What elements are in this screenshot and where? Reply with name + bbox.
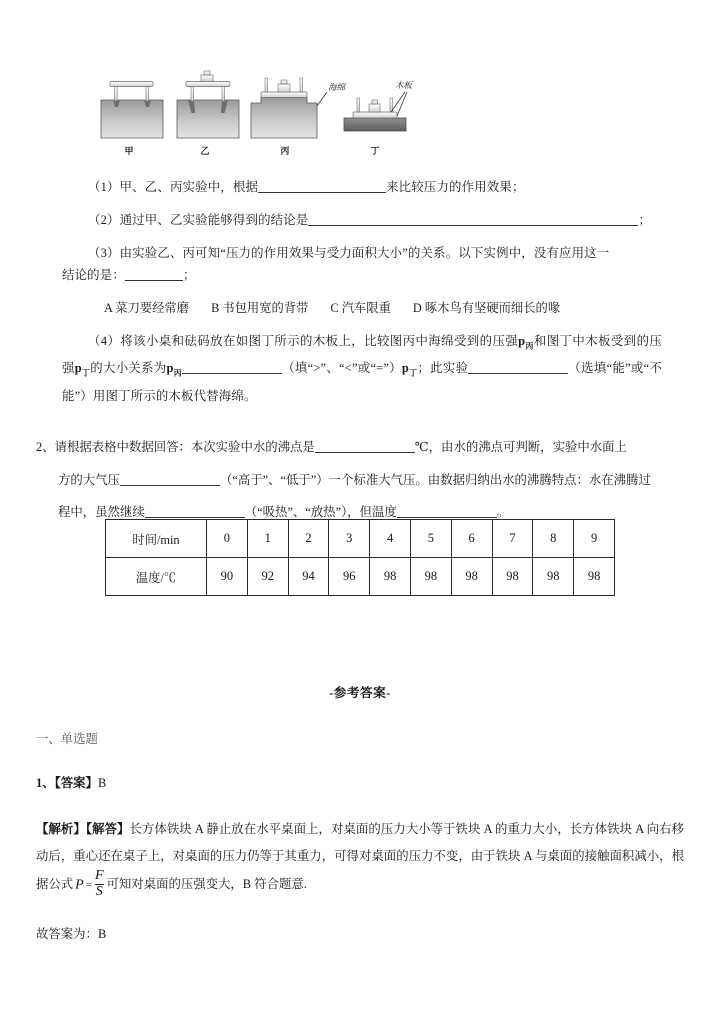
part1-suffix: 来比较压力的作用效果；	[386, 180, 525, 194]
q2-line3-a: 程中，虽然继续	[58, 505, 145, 519]
answers-section	[36, 682, 684, 942]
q2-line1-a: 2、请根据表格中数据回答：本次实验中水的沸点是	[36, 440, 315, 454]
cell-time-6: 6	[451, 520, 492, 558]
cell-temp-8: 98	[533, 558, 574, 596]
row-header-temperature: 温度/℃	[106, 558, 207, 596]
figure-label-jia: 甲	[124, 146, 134, 156]
part4-seg1: （4）将该小桌和砝码放在如图丁所示的木板上，比较图丙中海绵受到的压强	[88, 334, 519, 348]
question1-part4	[62, 330, 662, 407]
formula-operator: =	[85, 879, 92, 892]
formula-numerator: F	[94, 868, 104, 883]
question1-part2	[62, 209, 662, 231]
cell-time-5: 5	[410, 520, 451, 558]
q2-line3-b: （“吸热”、“放热”），但温度	[244, 505, 397, 519]
part4-seg6: ；此实验	[417, 361, 469, 376]
question1-body	[62, 176, 662, 418]
row-header-time: 时间/min	[106, 520, 207, 558]
question1-part1	[62, 176, 662, 198]
table-row-time	[106, 520, 615, 558]
q2-line2-b: （“高于”、“低于”）一个标准大气压。由数据归纳出水的沸腾特点：水在沸腾过	[219, 472, 651, 487]
question1-options	[62, 297, 662, 319]
figure-label-ding: 丁	[370, 146, 380, 156]
figure-svg	[95, 62, 415, 167]
answer-final-line: 故答案为：B	[36, 927, 107, 942]
cell-temp-7: 98	[492, 558, 533, 596]
option-d[interactable]: D 啄木鸟有坚硬而细长的喙	[412, 301, 561, 315]
part1-blank[interactable]	[258, 192, 386, 193]
q2-blank-heat[interactable]	[145, 517, 245, 518]
cell-temp-1: 92	[247, 558, 288, 596]
pressure-symbol-bing: $p_丙$	[518, 334, 534, 351]
cell-temp-4: 98	[370, 558, 411, 596]
part3-line2-suffix: ；	[182, 268, 196, 282]
cell-temp-6: 98	[451, 558, 492, 596]
answers-section-heading: 一、单选题	[36, 732, 98, 746]
part4-seg3: 的压强	[62, 334, 663, 376]
explanation-text-1: 长方体铁块 A 静止放在水平桌面上，对桌面的压力大小等于铁块 A 的重力大小，长方体铁块 A 向右移动后，重心还在桌子上，对桌面的压力仍等于其重力，可得对桌面的压力不变，由于铁块 A 与桌面的接触面积减小，根据公式	[36, 822, 684, 892]
experiment-data-table	[105, 519, 615, 596]
cell-time-8: 8	[533, 520, 574, 558]
part4-seg4: 的大小关系为	[90, 361, 167, 376]
figure-panel-jia	[101, 82, 163, 157]
part4-seg5: （填“>”、“<”或“=”）	[282, 361, 402, 376]
pressure-symbol-ding: $p_丁$	[74, 361, 91, 378]
q2-blank-boiling-point[interactable]	[315, 452, 415, 453]
figure-label-bing: 丙	[280, 146, 290, 156]
answer-item-1-value: B	[97, 776, 107, 790]
part4-seg8: “不能”）用图丁所示的木板代替海绵。	[62, 361, 663, 403]
question2-line1	[36, 436, 684, 459]
part4-seg2: 和图丁中木板受到	[533, 334, 637, 348]
experiment-figure	[95, 62, 415, 167]
figure-panel-yi	[177, 71, 239, 156]
part4-blank-compare[interactable]	[182, 373, 282, 374]
cell-temp-5: 98	[410, 558, 451, 596]
formula-lhs: P	[75, 877, 84, 893]
part2-blank[interactable]	[308, 225, 638, 226]
part2-suffix: ；	[638, 213, 652, 227]
cell-time-3: 3	[329, 520, 370, 558]
option-a[interactable]: A 菜刀要经常磨	[104, 301, 190, 315]
answer-explanation	[36, 816, 684, 900]
data-table	[105, 519, 615, 596]
question1-part3	[62, 242, 662, 286]
answers-title: -参考答案-	[329, 686, 391, 700]
figure-panel-ding	[344, 80, 414, 156]
q2-line3-c: 。	[496, 505, 510, 519]
cell-time-1: 1	[247, 520, 288, 558]
explanation-text-2: 可知对桌面的压强变大，B 符合题意.	[106, 877, 307, 892]
cell-temp-3: 96	[329, 558, 370, 596]
figure-callout-board: 木板	[395, 80, 413, 90]
cell-time-9: 9	[574, 520, 615, 558]
q2-line2-a: 方的大气压	[58, 472, 120, 487]
option-c[interactable]: C 汽车限重	[330, 301, 391, 315]
part1-prefix: （1）甲、乙、丙实验中，根据	[88, 180, 259, 194]
figure-callout-sponge: 海绵	[328, 82, 346, 92]
q2-line1-b: ℃，由水的沸点可判断，实验中水面上	[414, 440, 627, 454]
part3-blank[interactable]	[125, 280, 183, 281]
pressure-formula	[75, 870, 104, 900]
part3-line2-prefix: 结论的是：	[62, 268, 125, 282]
formula-fraction	[95, 869, 104, 899]
option-b[interactable]: B 书包用宽的背带	[211, 301, 309, 315]
figure-panel-bing	[251, 78, 347, 156]
cell-time-4: 4	[370, 520, 411, 558]
cell-time-2: 2	[288, 520, 329, 558]
part2-prefix: （2）通过甲、乙实验能够得到的结论是	[88, 213, 309, 227]
cell-time-0: 0	[207, 520, 248, 558]
question2-line2	[36, 469, 684, 492]
q2-blank-temperature[interactable]	[397, 517, 497, 518]
cell-temp-2: 94	[288, 558, 329, 596]
answer-item-1	[36, 773, 684, 791]
figure-label-yi: 乙	[200, 146, 210, 156]
cell-time-7: 7	[492, 520, 533, 558]
pressure-symbol-bing-2: $p_丙$	[166, 361, 183, 378]
answer-item-1-label: 1、【答案】	[36, 776, 98, 790]
table-row-temperature	[106, 558, 615, 596]
cell-temp-0: 90	[207, 558, 248, 596]
part4-seg7: （选填“能”或	[568, 361, 644, 376]
pressure-symbol-ding-2: $p_丁$	[401, 361, 418, 378]
q2-blank-pressure[interactable]	[120, 485, 220, 486]
cell-temp-9: 98	[574, 558, 615, 596]
part3-line1: （3）由实验乙、丙可知“压力的作用效果与受力面积大小”的关系。以下实例中，没有应用这一	[88, 246, 610, 260]
formula-denominator: S	[95, 883, 103, 899]
part4-blank-able[interactable]	[468, 373, 568, 374]
explanation-prefix: 【解析】【解答】	[36, 822, 130, 836]
